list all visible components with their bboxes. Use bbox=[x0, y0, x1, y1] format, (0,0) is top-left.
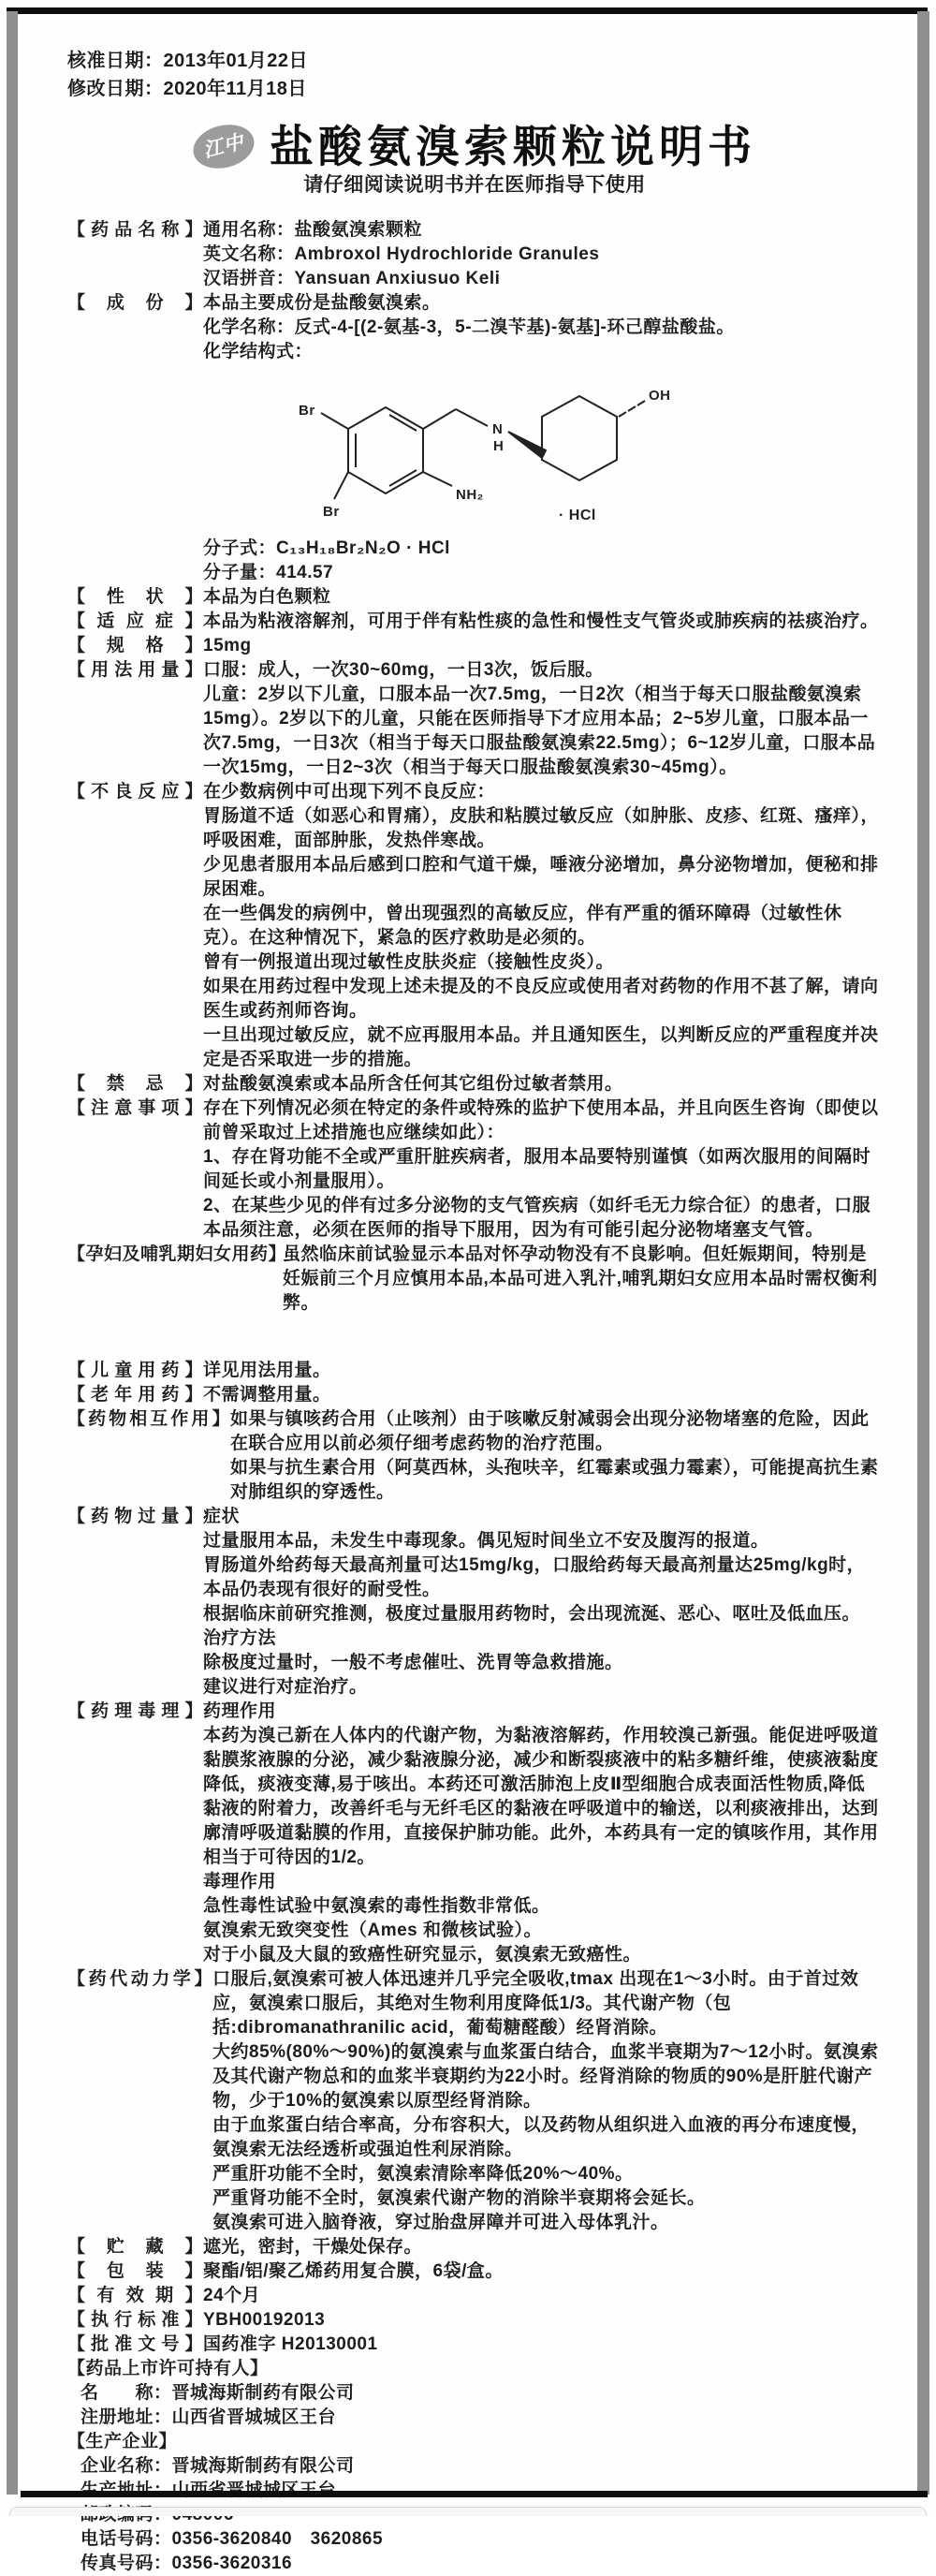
jiangzhong-logo: 江中 bbox=[189, 119, 259, 175]
section-paragraph: 不需调整用量。 bbox=[203, 1385, 331, 1405]
section-paragraph: 治疗方法 bbox=[203, 1628, 277, 1648]
section-elderly bbox=[67, 1383, 882, 1407]
manufacturer-name: 企业名称：晋城海斯制药有限公司 bbox=[80, 2456, 355, 2476]
section-label: 【规格】 bbox=[67, 636, 203, 655]
section-label: 【药理毒理】 bbox=[67, 1701, 203, 1721]
section-label: 【执行标准】 bbox=[67, 2310, 203, 2330]
section-paragraph: 由于血浆蛋白结合率高，分布容积大，以及药物从组织进入血液的再分布速度慢，氨溴索无法经透析或强迫性利尿消除。 bbox=[212, 2115, 870, 2159]
section-paragraph: 对盐酸氨溴索或本品所含任何其它组份过敏者禁用。 bbox=[203, 1074, 623, 1094]
section-paragraph: 症状 bbox=[203, 1507, 241, 1526]
holder-address: 注册地址：山西省晋城城区王台 bbox=[80, 2407, 337, 2427]
section-validity bbox=[67, 2284, 882, 2308]
section-label: 【药品上市许可持有人】 bbox=[67, 2359, 269, 2378]
section-paragraph: 在少数病例中可出现下列不良反应： bbox=[203, 782, 496, 802]
atom-n: N bbox=[492, 421, 504, 437]
section-label: 【药品名称】 bbox=[67, 220, 203, 240]
section-standard bbox=[67, 2308, 882, 2333]
section-label: 【批准文号】 bbox=[67, 2334, 203, 2354]
manufacturer-fax: 传真号码：0356-3620316 bbox=[80, 2554, 293, 2573]
section-paragraph: 本品为粘液溶解剂，可用于伴有粘性痰的急性和慢性支气管炎或肺疾病的祛痰治疗。 bbox=[203, 611, 879, 631]
section-label: 【药物相互作用】 bbox=[67, 1409, 230, 1429]
section-adverse-reactions bbox=[67, 780, 882, 1072]
section-label: 【药物过量】 bbox=[67, 1507, 203, 1526]
section-label: 【注意事项】 bbox=[67, 1098, 203, 1118]
section-label: 【孕妇及哺乳期妇女用药】 bbox=[67, 1244, 287, 1264]
section-paragraph: 国药准字 H20130001 bbox=[203, 2334, 378, 2354]
section-interactions bbox=[67, 1407, 882, 1505]
section-paragraph: YBH00192013 bbox=[203, 2310, 326, 2330]
leaflet-header bbox=[67, 121, 882, 171]
section-composition bbox=[67, 291, 882, 585]
section-paragraph: 一旦出现过敏反应，就不应再服用本品。并且通知医生，以判断反应的严重程度并决定是否采取进一步的措施。 bbox=[203, 1025, 879, 1069]
atom-br-bottom: Br bbox=[323, 504, 340, 520]
section-paragraph: 儿童：2岁以下儿童，口服本品一次7.5mg，一日2次（相当于每天口服盐酸氨溴索15mg）。2岁以下的儿童，只能在医师指导下才应用本品；2~5岁儿童，口服本品一次7.5mg，一日3次（相当于每天口服盐酸氨溴索22.5mg）；6~12岁儿童，口服本品一次15mg，一日2~3次（相当于每天口服盐酸氨溴索30~45mg）。 bbox=[203, 684, 876, 777]
section-paragraph: 存在下列情况必须在特定的条件或特殊的监护下使用本品，并且向医生咨询（即使以前曾采取过上述措施也应继续如此）： bbox=[203, 1098, 879, 1142]
section-paragraph: 氨溴索无致突变性（Ames 和微核试验）。 bbox=[203, 1921, 543, 1940]
section-paragraph: 本品为白色颗粒 bbox=[203, 587, 331, 607]
atom-h: H bbox=[493, 438, 505, 454]
section-precautions bbox=[67, 1097, 882, 1243]
composition-intro: 本品主要成份是盐酸氨溴索。 bbox=[203, 293, 441, 313]
section-label: 【禁忌】 bbox=[67, 1074, 203, 1094]
section-paragraph: 详见用法用量。 bbox=[203, 1361, 331, 1380]
section-label: 【儿童用药】 bbox=[67, 1361, 203, 1380]
section-paragraph: 严重肝功能不全时，氨溴索清除率降低20%～40%。 bbox=[212, 2164, 634, 2184]
leaflet-content bbox=[67, 47, 882, 2576]
section-paragraph: 急性毒性试验中氨溴索的毒性指数非常低。 bbox=[203, 1896, 550, 1916]
atom-br-top: Br bbox=[299, 403, 315, 419]
section-label: 【适应症】 bbox=[67, 611, 203, 631]
atom-nh2: NH₂ bbox=[456, 487, 484, 503]
section-paragraph: 严重肾功能不全时，氨溴索代谢产物的消除半衰期将会延长。 bbox=[212, 2188, 706, 2208]
section-paragraph: 建议进行对症治疗。 bbox=[203, 1677, 368, 1697]
section-packaging bbox=[67, 2260, 882, 2284]
section-label: 【贮藏】 bbox=[67, 2237, 203, 2257]
section-paragraph: 口服后,氨溴索可被人体迅速并几乎完全吸收,tmax 出现在1～3小时。由于首过效应，氨溴索口服后，其绝对生物利用度降低1/3。其代谢产物（包括:dibromanathranilic acid，葡萄糖醛酸）经肾消除。 bbox=[212, 1969, 859, 2038]
date-block bbox=[67, 47, 882, 103]
english-name: 英文名称：Ambroxol Hydrochloride Granules bbox=[203, 244, 600, 264]
section-label: 【包装】 bbox=[67, 2261, 203, 2281]
holder-name: 名 称：晋城海斯制药有限公司 bbox=[80, 2383, 355, 2403]
section-drug-name bbox=[67, 218, 882, 291]
molecular-weight: 分子量：414.57 bbox=[203, 563, 334, 582]
section-overdose bbox=[67, 1505, 882, 1700]
section-pregnancy bbox=[67, 1243, 882, 1316]
pinyin-name: 汉语拼音：Yansuan Anxiusuo Keli bbox=[203, 269, 501, 288]
section-paragraph: 除极度过量时，一般不考虑催吐、洗胃等急救措施。 bbox=[203, 1653, 623, 1672]
section-paragraph: 如果与抗生素合用（阿莫西林，头孢呋辛，红霉素或强力霉素），可能提高抗生素对肺组织的穿透性。 bbox=[230, 1458, 879, 1502]
section-label: 【生产企业】 bbox=[67, 2432, 178, 2451]
section-paragraph: 1、存在肾功能不全或严重肝脏疾病者，服用本品要特别谨慎（如两次服用的间隔时间延长或小剂量服用）。 bbox=[203, 1147, 871, 1191]
page-title: 盐酸氨溴索颗粒说明书 bbox=[270, 121, 756, 171]
section-paragraph: 口服：成人，一次30~60mg，一日3次，饭后服。 bbox=[203, 660, 604, 680]
section-label: 【有效期】 bbox=[67, 2286, 203, 2305]
section-label: 【用法用量】 bbox=[67, 660, 203, 680]
section-paragraph: 遮光，密封，干燥处保存。 bbox=[203, 2237, 423, 2257]
section-paragraph: 胃肠道外给药每天最高剂量可达15mg/kg，口服给药每天最高剂量达25mg/kg时，本品仍表现有很好的耐受性。 bbox=[203, 1555, 866, 1599]
section-label: 【成份】 bbox=[67, 293, 203, 313]
chemical-name: 化学名称：反式-4-[(2-氨基-3，5-二溴苄基)-氨基]-环己醇盐酸盐。 bbox=[203, 317, 735, 337]
section-paragraph: 2、在某些少见的伴有过多分泌物的支气管疾病（如纤毛无力综合征）的患者，口服本品须注意，必须在医师的指导下服用，因为有可能引起分泌物堵塞支气管。 bbox=[203, 1196, 871, 1240]
section-approval-number bbox=[67, 2333, 882, 2357]
scan-edge-left bbox=[7, 11, 18, 2495]
chemical-structure-drawing bbox=[278, 368, 718, 535]
page-top-rule bbox=[7, 7, 928, 14]
section-license-holder bbox=[67, 2357, 882, 2430]
section-paragraph: 如果在用药过程中发现上述未提及的不良反应或使用者对药物的作用不甚了解，请向医生或药剂师咨询。 bbox=[203, 977, 879, 1021]
section-paragraph: 本药为溴己新在人体内的代谢产物，为黏液溶解药，作用较溴己新强。能促进呼吸道黏膜浆液腺的分泌，减少黏液腺分泌，减少和断裂痰液中的粘多糖纤维，使痰液黏度降低，痰液变薄,易于咳出。本药还可激活肺泡上皮Ⅱ型细胞合成表面活性物质,降低黏液的附着力，改善纤毛与无纤毛区的黏液在呼吸道中的输送，以利痰液排出，达到廓清呼吸道黏膜的作用，直接保护肺功能。此外，本药具有一定的镇咳作用，其作用相当于可待因的1/2。 bbox=[203, 1726, 879, 1867]
next-page-edge bbox=[9, 2507, 927, 2516]
section-manufacturer bbox=[67, 2430, 882, 2576]
manufacturer-phone: 电话号码：0356-3620840 3620865 bbox=[80, 2529, 384, 2549]
hcl-salt: · HCl bbox=[559, 508, 596, 523]
section-paragraph: 药理作用 bbox=[203, 1701, 277, 1721]
scan-edge-right bbox=[917, 11, 929, 2495]
page-bottom-rule bbox=[21, 2491, 928, 2497]
section-paragraph: 少见患者服用本品后感到口腔和气道干燥，唾液分泌增加，鼻分泌物增加，便秘和排尿困难。 bbox=[203, 855, 879, 899]
section-paragraph: 毒理作用 bbox=[203, 1872, 277, 1892]
section-paragraph: 曾有一例报道出现过敏性皮肤炎症（接触性皮炎）。 bbox=[203, 952, 615, 972]
chemical-structure-figure bbox=[278, 368, 882, 535]
generic-name: 通用名称：盐酸氨溴索颗粒 bbox=[203, 220, 423, 240]
section-paragraph: 在一些偶发的病例中，曾出现强烈的高敏反应，伴有严重的循环障碍（过敏性休克）。在这种情况下，紧急的医疗救助是必须的。 bbox=[203, 904, 842, 948]
approved-date: 核准日期：2013年01月22日 bbox=[67, 51, 308, 71]
section-paragraph: 如果与镇咳药合用（止咳剂）由于咳嗽反射减弱会出现分泌物堵塞的危险，因此在联合应用以前必须仔细考虑药物的治疗范围。 bbox=[230, 1409, 870, 1453]
section-paragraph: 胃肠道不适（如恶心和胃痛），皮肤和粘膜过敏反应（如肿胀、皮疹、红斑、瘙痒），呼吸困难，面部肿胀，发热伴寒战。 bbox=[203, 806, 880, 850]
section-dosage bbox=[67, 658, 882, 780]
section-storage bbox=[67, 2235, 882, 2260]
section-paragraph: 虽然临床前试验显示本品对怀孕动物没有不良影响。但妊娠期间，特别是妊娠前三个月应慎用本品,本品可进入乳汁,哺乳期妇女应用本品时需权衡利弊。 bbox=[283, 1244, 878, 1313]
section-spec bbox=[67, 634, 882, 658]
section-paragraph: 15mg bbox=[203, 636, 252, 655]
section-contraindication bbox=[67, 1072, 882, 1097]
section-paragraph: 根据临床前研究推测，极度过量服用药物时，会出现流涎、恶心、呕吐及低血压。 bbox=[203, 1604, 861, 1624]
section-pharmacology bbox=[67, 1700, 882, 1967]
section-label: 【药代动力学】 bbox=[67, 1969, 212, 1989]
section-indication bbox=[67, 610, 882, 634]
section-paragraph: 对于小鼠及大鼠的致癌性研究显示，氨溴索无致癌性。 bbox=[203, 1945, 642, 1965]
section-paragraph: 大约85%(80%～90%)的氨溴索与血浆蛋白结合，血浆半衰期为7～12小时。氨溴索及其代谢产物总和的血浆半衰期约为22小时。经肾消除的物质的90%是肝脏代谢产物，少于10%的氨溴索以原型经肾消除。 bbox=[212, 2042, 879, 2111]
section-paragraph: 过量服用本品，未发生中毒现象。偶见短时间坐立不安及腹泻的报道。 bbox=[203, 1531, 769, 1551]
atom-oh: OH bbox=[649, 388, 671, 404]
section-children bbox=[67, 1359, 882, 1383]
section-paragraph: 氨溴索可进入脑脊液，穿过胎盘屏障并可进入母体乳汁。 bbox=[212, 2213, 669, 2232]
section-paragraph: 24个月 bbox=[203, 2286, 261, 2305]
section-label: 【性状】 bbox=[67, 587, 203, 607]
leaflet-subtitle: 请仔细阅读说明书并在医师指导下使用 bbox=[303, 174, 646, 196]
section-label: 【不良反应】 bbox=[67, 782, 203, 802]
molecular-formula: 分子式：C₁₃H₁₈Br₂N₂O · HCl bbox=[203, 538, 450, 558]
revised-date: 修改日期：2020年11月18日 bbox=[67, 79, 307, 99]
section-label: 【老年用药】 bbox=[67, 1385, 203, 1405]
section-paragraph: 聚酯/铝/聚乙烯药用复合膜，6袋/盒。 bbox=[203, 2261, 504, 2281]
section-character bbox=[67, 585, 882, 610]
structure-caption: 化学结构式： bbox=[203, 342, 314, 361]
section-pharmacokinetics bbox=[67, 1967, 882, 2235]
